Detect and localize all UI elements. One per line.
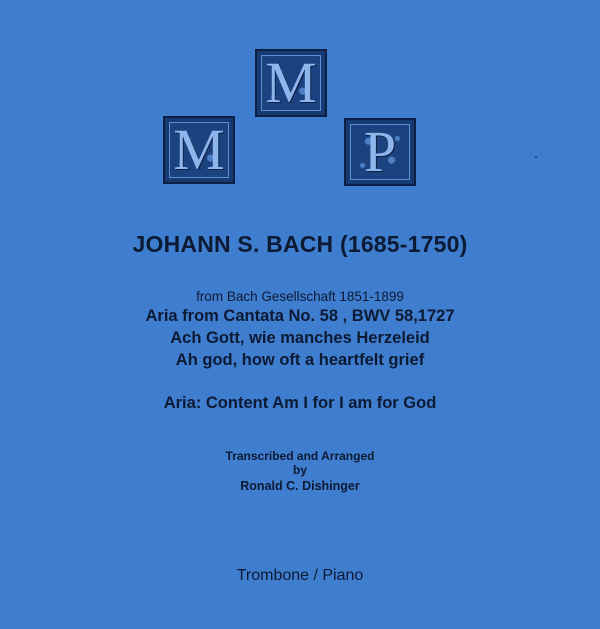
source-line: from Bach Gesellschaft 1851-1899: [196, 289, 404, 304]
speck: [535, 156, 537, 158]
aria-title: Aria: Content Am I for I am for God: [163, 394, 437, 412]
publisher-logo-m-top: [255, 49, 327, 117]
instrumentation: Trombone / Piano: [236, 567, 364, 584]
composer-title: JOHANN S. BACH (1685-1750): [132, 231, 468, 257]
publisher-logo-p-right: [344, 118, 416, 186]
publisher-logo-m-left: [163, 116, 235, 184]
credit-line: Transcribed and Arranged: [225, 449, 375, 463]
logo-letter-m: M: [173, 117, 225, 182]
german-title-line: Ach Gott, wie manches Herzeleid: [170, 329, 430, 347]
credit-by: by: [292, 463, 307, 477]
arranger-name: Ronald C. Dishinger: [240, 479, 360, 493]
cantata-line: Aria from Cantata No. 58 , BWV 58,1727: [145, 307, 455, 325]
logo-letter-p: P: [363, 119, 397, 184]
english-title-line: Ah god, how oft a heartfelt grief: [175, 351, 425, 369]
logo-letter-m: M: [265, 50, 317, 115]
